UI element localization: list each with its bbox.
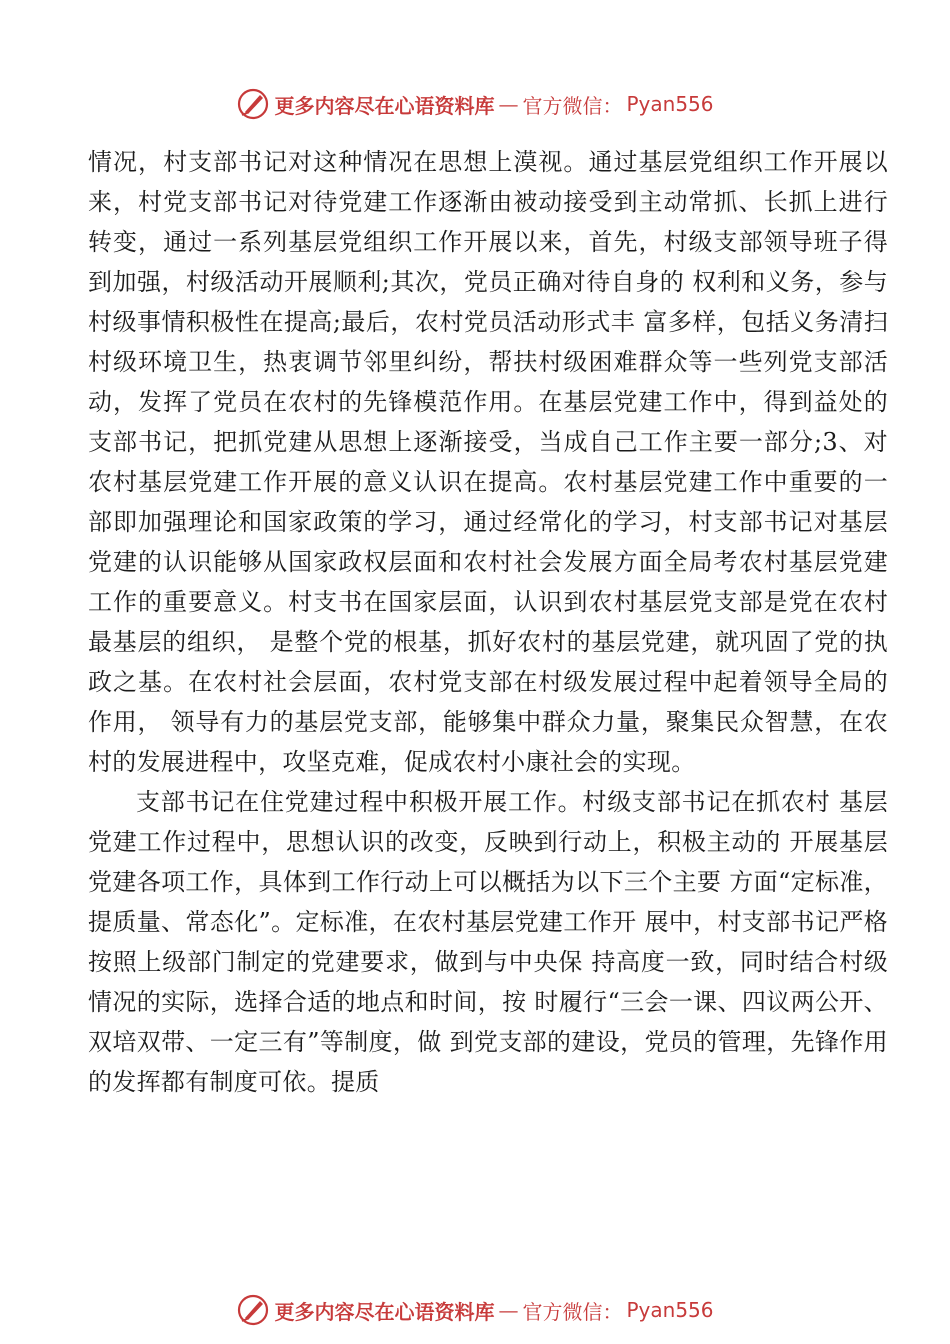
header-watermark <box>0 84 950 124</box>
watermark-dash: — <box>498 92 519 116</box>
watermark-brand-text: 更多内容尽在心语资料库 <box>274 93 495 118</box>
document-body <box>88 142 888 1102</box>
watermark-handle: Pyan556 <box>626 92 714 116</box>
footer-watermark <box>0 1290 950 1330</box>
watermark-brand-text: 更多内容尽在心语资料库 <box>274 1299 495 1324</box>
quill-stamp-icon <box>236 87 270 121</box>
paragraph-2: 支部书记在住党建过程中积极开展工作。村级支部书记在抓农村 基层党建工作过程中，思想认识的改变，反映到行动上，积极主动的 开展基层党建各项工作，具体到工作行动上可以概括为以下三个主要 方面“定标准，提质量、常态化”。定标准，在农村基层党建工作开 展中，村支部书记严格按照上级部门制定的党建要求，做到与中央保 持高度一致，同时结合村级情况的实际，选择合适的地点和时间，按 时履行“三会一课、四议两公开、双培双带、一定三有”等制度，做 到党支部的建设，党员的管理，先锋作用的发挥都有制度可依。提质 <box>88 788 888 1096</box>
watermark-dash: — <box>498 1298 519 1322</box>
paragraph-1: 情况，村支部书记对这种情况在思想上漠视。通过基层党组织工作开展以来，村党支部书记对待党建工作逐渐由被动接受到主动常抓、长抓上进行转变，通过一系列基层党组织工作开展以来，首先，村级支部领导班子得到加强，村级活动开展顺利;其次，党员正确对待自身的 权利和义务，参与村级事情积极性在提高;最后，农村党员活动形式丰 富多样，包括义务清扫村级环境卫生，热衷调节邻里纠纷，帮扶村级困难群众等一些列党支部活动，发挥了党员在农村的先锋模范作用。在基层党建工作中，得到益处的支部书记，把抓党建从思想上逐渐接受，当成自己工作主要一部分;3、对农村基层党建工作开展的意义认识在提高。农村基层党建工作中重要的一部即加强理论和国家政策的学习，通过经常化的学习，村支部书记对基层党建的认识能够从国家政权层面和农村社会发展方面全局考农村基层党建工作的重要意义。村支书在国家层面，认识到农村基层党支部是党在农村最基层的组织， 是整个党的根基，抓好农村的基层党建，就巩固了党的执政之基。在农村社会层面，农村党支部在村级发展过程中起着领导全局的作用， 领导有力的基层党支部，能够集中群众力量，聚集民众智慧，在农村的发展进程中，攻坚克难，促成农村小康社会的实现。 <box>88 148 888 776</box>
watermark-handle: Pyan556 <box>626 1298 714 1322</box>
watermark-brand <box>236 87 713 121</box>
quill-stamp-icon <box>236 1293 270 1327</box>
watermark-wechat-label: 官方微信： <box>522 93 623 118</box>
watermark-wechat-label: 官方微信： <box>522 1299 623 1324</box>
watermark-brand <box>236 1293 713 1327</box>
